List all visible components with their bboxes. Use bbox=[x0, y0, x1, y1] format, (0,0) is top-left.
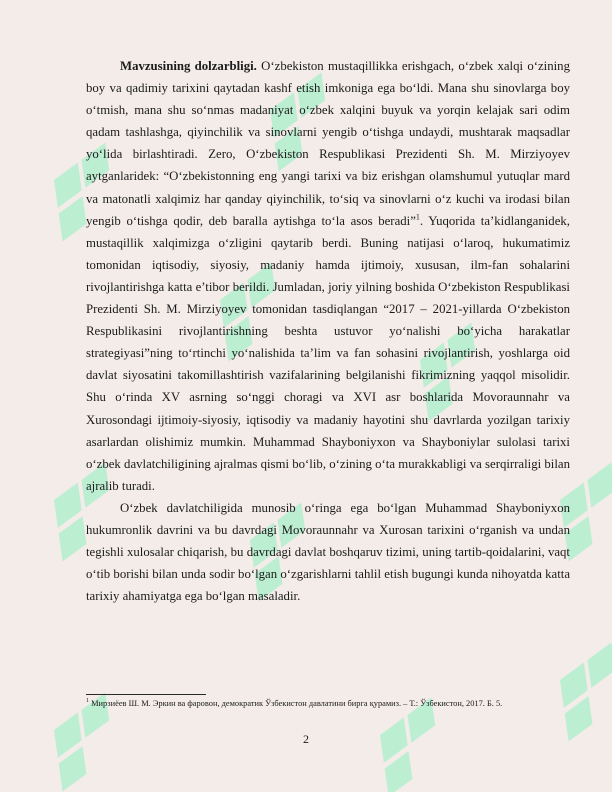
paragraph-shayboniyxon: O‘zbek davlatchiligida munosib o‘ringa ega bo‘lgan Muhammad Shayboniyxon hukumronlik davrini va bu davrdagi Movoraunnahr va Xurosan tarixini o‘rganish va undan tegishli xulosalar chiqarish, bu davrdagi davlat boshqaruv tizimi, uning tartib-qoidalarini, vaqt o‘tib borishi bilan unda sodir bo‘lgan o‘zgarishlarni tahlil etish bugungi kunda nihoyatda katta tarixiy ahamiyatga ega bo‘lgan masaladir. bbox=[86, 500, 570, 604]
footnote bbox=[86, 698, 570, 710]
footnote-divider bbox=[86, 694, 206, 695]
footnote-number: 1 bbox=[86, 698, 89, 705]
footnote-reference[interactable]: 1 bbox=[415, 212, 420, 222]
paragraph-text-continued: . Yuqorida ta’kidlanganidek, mustaqillik xalqimizga o‘zligini qaytarib berdi. Buning natijasi o‘laroq, hukumatimiz tomonidan iqtisodiy, siyosiy, madaniy hamda ijtimoiy, xususan, ilm-fan sohalarini rivojlantirishga katta e’tibor berildi. Jumladan, joriy yilning boshida O‘zbekiston Respublikasi Prezidenti Sh. M. Mirziyoyev tomonidan tasdiqlangan “2017 – 2021-yillarda O‘zbekiston Respublikasini rivojlantirishning beshta ustuvor yo‘nalishi bo‘yicha harakatlar strategiyasi”ning to‘rtinchi yo‘nalishida ta’lim va fan sohasini rivojlantirish, yoshlarga oid davlat siyosatini takomillashtirish vazifalarining belgilanishi fikrimizning yaqqol misolidir. Shu o‘rinda XV asrning so‘nggi choragi va XVI asr boshlarida Movoraunnahr va Xurosondagi ijtimoiy-siyosiy, iqtisodiy va madaniy hayotini shu davrlarda yozilgan tarixiy asarlardan olishimiz mumkin. Muhammad Shayboniyxon va Shayboniylar sulolasi tarixi o‘zbek davlatchiligining ajralmas qismi bo‘lib, o‘zining o‘ta murakkabligi va serqirraligi bilan ajralib turadi. bbox=[86, 213, 570, 493]
body-text bbox=[86, 55, 570, 607]
footnote-text: Мирзиёев Ш. М. Эркин ва фаровон, демократик Ўзбекистон давлатини бирга қурамиз. – Т.: Ўзбекистон, 2017. Б. 5. bbox=[89, 699, 503, 708]
paragraph-relevance bbox=[86, 55, 570, 497]
watermark-logo-icon bbox=[556, 642, 612, 741]
paragraph-text: O‘zbekiston mustaqillikka erishgach, o‘zbek xalqi o‘zining boy va qadimiy tarixini qaytadan kashf etish imkoniga ega bo‘ldi. Mana shu sinovlarga boy o‘tmish, mana shu so‘nmas madaniyat o‘zbek xalqini buyuk va yorqin kelajak sari odim qadam tashlashga, qiyinchilik va sinovlarni yengib o‘tishga undaydi, mushtarak maqsadlar yo‘lida birlashtiradi. Zero, O‘zbekiston Respublikasi Prezidenti Sh. M. Mirziyoyev aytganlaridek: “O‘zbekistonning eng yangi tarixi va biz erishgan olamshumul yutuqlar mard va matonatli xalqimiz har qanday qiyinchilik, to‘siq va sinovlarni o‘z kuchi va irodasi bilan yengib o‘tishga qodir, deb baralla aytishga to‘la asos beradi” bbox=[86, 59, 570, 228]
page-number: 2 bbox=[303, 732, 309, 746]
section-lead: Mavzusining dolzarbligi. bbox=[120, 59, 257, 73]
